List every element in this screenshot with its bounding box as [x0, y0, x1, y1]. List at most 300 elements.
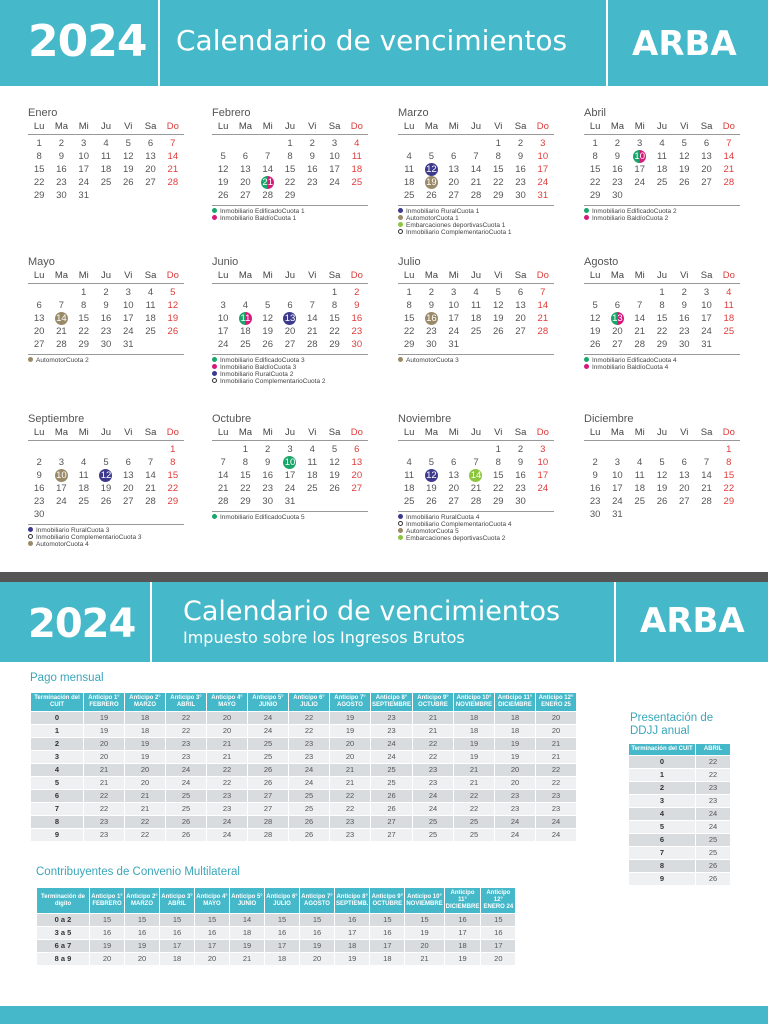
table-cell: 22 — [413, 738, 453, 750]
month-name: Febrero — [212, 107, 251, 119]
week-row — [212, 456, 368, 469]
calendar-header — [0, 0, 768, 86]
table-cell: 26 — [371, 803, 412, 815]
day-cell: 13 — [448, 164, 459, 175]
day-cell: 27 — [240, 190, 251, 201]
weekday-label: Vi — [124, 270, 133, 281]
table-cell: 18 — [160, 953, 194, 965]
table-row — [31, 712, 576, 724]
day-cell: 27 — [448, 190, 459, 201]
day-cell: 3 — [58, 457, 65, 468]
day-cell: 5 — [265, 300, 271, 311]
weekday-label: Do — [166, 121, 179, 132]
day-cell — [162, 338, 184, 351]
day-cell: 9 — [517, 151, 524, 162]
table-cell: 22 — [536, 777, 576, 789]
legend-rule — [212, 511, 368, 512]
day-cell: 16 — [306, 164, 318, 175]
table-cell: 22 — [125, 829, 165, 841]
table-cell: 26 — [248, 764, 288, 776]
day-cell: 29 — [589, 190, 601, 201]
day-cell: 12 — [426, 164, 437, 175]
weekday-label: Mi — [78, 121, 89, 132]
week-row — [584, 137, 740, 150]
day-cell: 21 — [217, 483, 229, 494]
table-cell: 25 — [696, 834, 730, 846]
month-mayo — [28, 256, 184, 364]
table-cell: 25 — [696, 847, 730, 859]
table-cell: 26 — [166, 816, 206, 828]
weekday-label: Mi — [448, 121, 459, 132]
table-cell: 24 — [248, 725, 288, 737]
day-cell: 15 — [403, 313, 415, 324]
table-cell: 24 — [248, 712, 288, 724]
legend-item — [28, 534, 184, 541]
table-cell: 20 — [125, 764, 165, 776]
weekday-label: Ju — [284, 427, 295, 438]
table-cell: 18 — [230, 927, 264, 939]
legend-cuota: Cuota 1 — [488, 229, 512, 236]
table-cell: 26 — [371, 790, 412, 802]
row-label: 4 — [629, 808, 695, 820]
table-cell: 21 — [413, 725, 453, 737]
column-header: Anticipo 1° FEBRERO — [84, 693, 124, 711]
day-cell: 21 — [145, 483, 156, 494]
day-cell: 25 — [100, 177, 112, 188]
table-row — [31, 777, 576, 789]
baldio-dot-icon — [212, 215, 217, 220]
day-cell: 13 — [515, 300, 526, 311]
day-cell: 4 — [406, 151, 412, 162]
weekday-label: Ma — [610, 270, 625, 281]
day-cell: 9 — [103, 300, 109, 311]
day-cell: 8 — [406, 300, 412, 311]
row-label: 3 — [31, 751, 83, 763]
month-rule — [28, 283, 184, 284]
day-cell: 11 — [351, 151, 362, 162]
table-cell: 19 — [445, 953, 481, 965]
day-cell — [420, 137, 442, 150]
legend-item — [398, 229, 554, 236]
day-cell: 13 — [145, 151, 156, 162]
month-octubre — [212, 413, 368, 521]
day-cell: 26 — [100, 496, 112, 507]
table-cell: 17 — [335, 927, 369, 939]
weekday-label: Ma — [424, 427, 439, 438]
day-cell: 9 — [354, 300, 360, 311]
table-cell: 22 — [413, 751, 453, 763]
table-cell: 15 — [195, 914, 229, 926]
day-cell: 31 — [284, 496, 296, 507]
automotor-dot-icon — [398, 357, 403, 362]
day-cell: 2 — [681, 287, 687, 298]
weekday-label: Lu — [589, 427, 601, 438]
due-date-marker — [261, 176, 274, 189]
legend-cuota: Cuota 2 — [270, 371, 294, 378]
table-cell: 24 — [371, 751, 412, 763]
weekday-label: Do — [536, 427, 549, 438]
day-cell: 18 — [145, 313, 156, 324]
week-row — [398, 286, 554, 299]
day-cell — [50, 443, 72, 456]
legend-label: Inmobiliario Rural — [36, 527, 87, 534]
due-date-marker — [99, 469, 112, 482]
day-cell: 19 — [426, 483, 437, 494]
weekday-label: Sa — [700, 121, 713, 132]
weekday-label: Lu — [403, 427, 415, 438]
legend-rule — [28, 354, 184, 355]
day-cell: 29 — [240, 496, 251, 507]
day-cell — [234, 137, 256, 150]
legend-item — [398, 215, 554, 222]
day-cell: 26 — [167, 326, 179, 337]
day-cell: 22 — [167, 483, 179, 494]
row-label: 3 a 5 — [37, 927, 89, 939]
baldio-dot-icon — [584, 364, 589, 369]
table-cell: 27 — [371, 816, 412, 828]
day-cell: 5 — [103, 457, 109, 468]
day-cell: 26 — [122, 177, 134, 188]
week-row — [212, 338, 368, 351]
header-divider — [158, 0, 160, 86]
legend-cuota: Cuota 3 — [281, 357, 305, 364]
table-cell: 22 — [696, 769, 730, 781]
legend-label: Inmobiliario Rural — [406, 514, 457, 521]
legend-cuota: Cuota 3 — [86, 527, 110, 534]
day-cell — [117, 508, 139, 521]
weekday-label: Vi — [494, 121, 503, 132]
day-cell: 21 — [537, 313, 549, 324]
weekday-label: Ju — [470, 121, 481, 132]
table-cell: 23 — [207, 790, 247, 802]
weekday-label: Vi — [494, 270, 503, 281]
row-label: 8 — [31, 816, 83, 828]
day-cell: 2 — [36, 457, 42, 468]
day-cell: 8 — [726, 457, 732, 468]
day-cell: 10 — [78, 151, 89, 162]
column-header: Anticipo 4° MAYO — [207, 693, 247, 711]
day-cell: 28 — [217, 496, 229, 507]
table-cell: 23 — [371, 725, 412, 737]
legend-item — [398, 514, 554, 521]
day-cell: 2 — [309, 138, 315, 149]
day-cell: 5 — [681, 138, 687, 149]
table-cell: 19 — [454, 751, 494, 763]
legend-item — [212, 215, 368, 222]
table-cell: 27 — [248, 803, 288, 815]
week-row — [398, 482, 554, 495]
weekday-label: Do — [722, 121, 735, 132]
day-cell: 1 — [331, 287, 338, 298]
day-cell: 15 — [240, 470, 251, 481]
weekday-label: Lu — [217, 121, 229, 132]
day-cell: 30 — [612, 190, 623, 201]
week-row — [212, 482, 368, 495]
legend-label: Automotor — [406, 528, 436, 535]
day-cell: 5 — [170, 287, 176, 298]
table-cell: 22 — [166, 725, 206, 737]
column-header: Anticipo 5° JUNIO — [248, 693, 288, 711]
day-cell: 29 — [492, 190, 504, 201]
day-cell: 31 — [78, 190, 89, 201]
day-cell: 24 — [537, 483, 549, 494]
day-cell: 21 — [701, 483, 712, 494]
week-row — [28, 325, 184, 338]
day-cell — [673, 189, 695, 202]
day-cell: 30 — [56, 190, 67, 201]
day-cell: 2 — [103, 287, 109, 298]
month-name: Octubre — [212, 413, 252, 425]
column-header: Anticipo 10° NOVIEMBRE — [405, 888, 443, 913]
day-cell: 9 — [428, 300, 435, 311]
day-cell — [584, 443, 606, 456]
day-cell: 31 — [122, 339, 134, 350]
day-cell: 16 — [351, 313, 363, 324]
day-cell: 14 — [145, 470, 156, 481]
day-cell: 6 — [36, 300, 42, 311]
day-cell — [606, 286, 628, 299]
weekday-label: Mi — [634, 121, 645, 132]
table-cell: 24 — [413, 803, 453, 815]
month-diciembre — [584, 413, 740, 521]
day-cell — [301, 286, 323, 299]
day-cell: 8 — [81, 300, 87, 311]
day-cell: 12 — [329, 457, 340, 468]
day-cell: 25 — [78, 496, 89, 507]
weekday-label: Ju — [656, 270, 667, 281]
weekday-label: Do — [166, 270, 179, 281]
day-cell — [139, 443, 161, 456]
table-cell: 20 — [405, 940, 443, 952]
baldio-dot-icon — [584, 215, 589, 220]
day-cell — [695, 189, 717, 202]
weekday-header — [398, 269, 554, 282]
row-label: 0 a 2 — [37, 914, 89, 926]
column-header: ABRIL — [696, 744, 730, 755]
table-cell: 22 — [696, 756, 730, 768]
day-cell — [651, 189, 673, 202]
day-cell: 20 — [33, 326, 45, 337]
legend-item — [398, 357, 554, 364]
legend-item — [584, 215, 740, 222]
table-cell: 19 — [335, 953, 369, 965]
legend-item — [212, 364, 368, 371]
automotor-dot-icon — [398, 215, 403, 220]
weekday-label: Sa — [514, 427, 527, 438]
day-cell: 29 — [656, 339, 668, 350]
day-cell — [532, 338, 554, 351]
iibb-header — [0, 582, 768, 662]
day-cell: 4 — [637, 457, 643, 468]
day-cell: 12 — [217, 164, 229, 175]
day-cell: 14 — [634, 313, 645, 324]
day-cell: 25 — [145, 326, 156, 337]
table-cell: 23 — [289, 738, 329, 750]
weekday-label: Sa — [144, 427, 157, 438]
table-row — [629, 756, 730, 768]
table-cell: 20 — [536, 725, 576, 737]
week-row — [584, 338, 740, 351]
ddjj-title: Presentación de DDJJ anual — [630, 712, 714, 737]
row-label: 9 — [629, 873, 695, 885]
day-cell: 10 — [634, 151, 645, 162]
day-cell: 17 — [448, 313, 459, 324]
table-row — [31, 764, 576, 776]
day-cell: 20 — [701, 164, 712, 175]
column-header: Anticipo 8° SEPTIEMBRE — [371, 693, 412, 711]
legend-rule — [584, 354, 740, 355]
week-row — [28, 189, 184, 202]
table-cell: 23 — [495, 803, 535, 815]
table-cell: 23 — [84, 829, 124, 841]
legend-cuota: Cuota 4 — [645, 364, 669, 371]
legend-label: Embarcaciones deportivas — [406, 222, 483, 229]
day-cell: 27 — [448, 496, 459, 507]
day-cell: 6 — [287, 300, 293, 311]
table-cell: 21 — [413, 712, 453, 724]
day-cell: 8 — [170, 457, 176, 468]
legend-cuota: Cuota 5 — [281, 514, 305, 521]
day-cell: 3 — [540, 444, 546, 455]
table-cell: 22 — [84, 790, 124, 802]
row-label: 3 — [629, 795, 695, 807]
day-cell — [465, 338, 487, 351]
table-cell: 28 — [248, 829, 288, 841]
day-cell: 22 — [589, 177, 601, 188]
day-cell: 3 — [451, 287, 457, 298]
day-cell: 20 — [122, 483, 134, 494]
weekday-label: Ju — [656, 121, 667, 132]
day-cell: 9 — [681, 300, 687, 311]
weekday-label: Mi — [78, 270, 89, 281]
day-cell — [257, 137, 279, 150]
day-cell: 24 — [284, 483, 296, 494]
day-cell: 7 — [540, 287, 546, 298]
day-cell: 9 — [309, 151, 315, 162]
table-cell: 16 — [445, 914, 481, 926]
day-cell: 9 — [58, 151, 65, 162]
table-cell: 20 — [330, 751, 370, 763]
table-cell: 18 — [495, 725, 535, 737]
day-cell: 26 — [217, 190, 229, 201]
day-cell: 29 — [167, 496, 179, 507]
table-cell: 18 — [335, 940, 369, 952]
weekday-label: Sa — [514, 121, 527, 132]
weekday-header — [28, 426, 184, 439]
day-cell — [117, 443, 139, 456]
day-cell: 28 — [701, 496, 712, 507]
table-cell: 21 — [84, 777, 124, 789]
day-cell: 13 — [612, 313, 623, 324]
row-label: 6 — [31, 790, 83, 802]
due-date-marker — [633, 150, 646, 163]
row-label: 6 a 7 — [37, 940, 89, 952]
edificado-dot-icon — [212, 357, 217, 362]
day-cell: 25 — [470, 326, 482, 337]
month-name: Noviembre — [398, 413, 452, 425]
day-cell: 22 — [240, 483, 251, 494]
column-header: Anticipo 11° DICIEMBRE — [495, 693, 535, 711]
week-row — [584, 312, 740, 325]
day-cell: 25 — [240, 339, 251, 350]
day-cell: 4 — [726, 287, 732, 298]
row-label: 5 — [31, 777, 83, 789]
weekday-label: Mi — [634, 270, 645, 281]
week-row — [212, 286, 368, 299]
day-cell — [398, 137, 420, 150]
weekday-label: Sa — [144, 270, 157, 281]
table-cell: 26 — [166, 829, 206, 841]
edificado-dot-icon — [212, 208, 217, 213]
table-cell: 25 — [371, 777, 412, 789]
week-row — [212, 150, 368, 163]
day-cell: 22 — [284, 177, 296, 188]
weekday-header — [584, 269, 740, 282]
weekday-header — [584, 120, 740, 133]
day-cell — [420, 443, 442, 456]
legend-label: Inmobiliario Baldío — [220, 364, 274, 371]
legend-label: Inmobiliario Edificado — [592, 357, 654, 364]
day-cell — [95, 443, 117, 456]
day-cell — [673, 443, 695, 456]
legend-label: Inmobiliario Baldío — [220, 215, 274, 222]
day-cell: 1 — [36, 138, 42, 149]
day-cell: 1 — [287, 138, 293, 149]
table-cell: 21 — [207, 738, 247, 750]
table-cell: 20 — [207, 725, 247, 737]
day-cell: 25 — [723, 326, 735, 337]
weekday-label: Ma — [238, 270, 253, 281]
table-cell: 19 — [230, 940, 264, 952]
weekday-label: Ju — [100, 121, 111, 132]
day-cell: 10 — [537, 457, 549, 468]
day-cell: 27 — [284, 339, 296, 350]
month-rule — [584, 134, 740, 135]
day-cell: 22 — [329, 326, 340, 337]
day-cell: 26 — [426, 496, 437, 507]
day-cell — [718, 508, 740, 521]
table-cell: 19 — [454, 738, 494, 750]
table-cell: 16 — [300, 927, 334, 939]
day-cell: 11 — [404, 470, 415, 481]
week-row — [28, 137, 184, 150]
table-cell: 26 — [696, 873, 730, 885]
table-cell: 16 — [125, 927, 159, 939]
legend-item — [212, 514, 368, 521]
table-cell: 22 — [207, 777, 247, 789]
day-cell: 21 — [262, 177, 273, 188]
day-cell: 29 — [33, 190, 45, 201]
day-cell: 21 — [723, 164, 735, 175]
day-cell: 3 — [703, 287, 710, 298]
day-cell: 23 — [612, 177, 623, 188]
day-cell: 23 — [33, 496, 45, 507]
day-cell: 31 — [537, 190, 549, 201]
weekday-label: Ma — [238, 121, 253, 132]
day-cell — [50, 508, 72, 521]
table-cell: 22 — [207, 764, 247, 776]
day-cell: 15 — [167, 470, 179, 481]
legend-cuota: Cuota 2 — [482, 535, 506, 542]
day-cell: 22 — [723, 483, 735, 494]
day-cell: 16 — [56, 164, 67, 175]
table-cell: 20 — [84, 738, 124, 750]
month-junio — [212, 256, 368, 385]
day-cell: 5 — [125, 138, 131, 149]
day-cell: 15 — [656, 313, 668, 324]
table-cell: 22 — [454, 803, 494, 815]
weekday-label: Ma — [54, 427, 69, 438]
